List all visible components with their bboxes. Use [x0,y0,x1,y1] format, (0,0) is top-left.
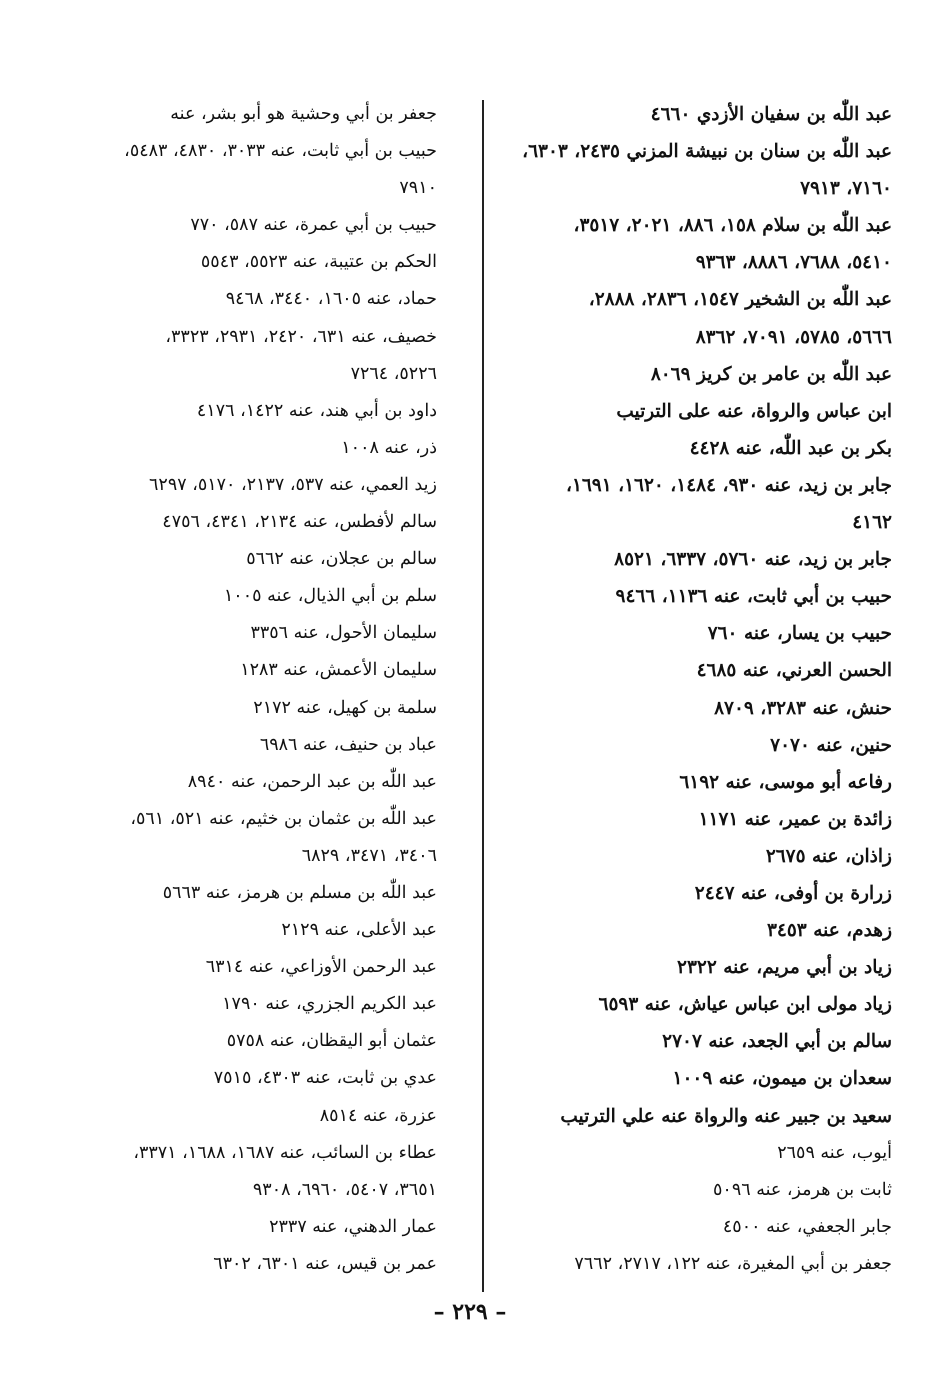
index-entry: ثابت بن هرمز، عنه ٥٠٩٦ [713,1179,892,1200]
index-entry: عبد اللّٰه بن عبد الرحمن، عنه ٨٩٤٠ [187,771,437,792]
index-entry: ٥٦٦٦، ٥٧٨٥، ٧٠٩١، ٨٣٦٢ [695,326,892,348]
index-entry: ابن عباس والرواة، عنه على الترتيب [616,400,892,422]
index-entry: خصيف، عنه ٦٣١، ٢٤٢٠، ٢٩٣١، ٣٣٢٣، [165,326,437,347]
index-entry: زهدم، عنه ٣٤٥٣ [767,920,892,942]
index-entry: ٧١٦٠، ٧٩١٣ [800,178,892,200]
index-entry: الحسن العرني، عنه ٤٦٨٥ [696,660,892,682]
index-entry: سالم لأفطس، عنه ٢١٣٤، ٤٣٤١، ٤٧٥٦ [162,512,437,533]
index-entry: عبد اللّٰه بن مسلم بن هرمز، عنه ٥٦٦٣ [162,882,437,903]
index-entry: عطاء بن السائب، عنه ١٦٨٧، ١٦٨٨، ٣٣٧١، [133,1142,437,1163]
index-entry: أيوب، عنه ٢٦٥٩ [777,1142,892,1163]
index-entry: بكر بن عبد اللّٰه، عنه ٤٤٢٨ [689,437,892,459]
index-entry: ٤١٦٢ [852,512,892,534]
index-entry: جعفر بن أبي وحشية هو أبو بشر، عنه [170,104,437,124]
index-entry: عدي بن ثابت، عنه ٤٣٠٣، ٧٥١٥ [213,1068,437,1089]
index-entry: زائدة بن عمير، عنه ١١٧١ [698,808,892,830]
index-entry: زيد العمي، عنه ٥٣٧، ٢١٣٧، ٥١٧٠، ٦٢٩٧ [149,474,437,495]
index-entry: سالم بن أبي الجعد، عنه ٢٧٠٧ [662,1031,892,1053]
index-entry: زياد بن أبي مريم، عنه ٢٣٢٢ [677,957,892,979]
index-entry: عبد اللّٰه بن عامر بن كريز ٨٠٦٩ [650,363,892,385]
index-entry: زياد مولى ابن عباس عياش، عنه ٦٥٩٣ [598,994,892,1016]
index-entry: حبيب بن أبي عمرة، عنه ٥٨٧، ٧٧٠ [190,215,437,236]
index-entry: ٥٢٢٦، ٧٢٦٤ [350,363,437,384]
index-entry: عبد اللّٰه بن سنان بن نبيشة المزني ٢٤٣٥، ٦٣٠٣، [522,141,892,163]
index-entry: عبد اللّٰه بن سفيان الأزدي ٤٦٦٠ [650,104,892,125]
index-entry: سلمة بن كهيل، عنه ٢١٧٢ [253,697,437,718]
index-entry: جابر بن زيد، عنه ٩٣٠، ١٤٨٤، ١٦٢٠، ١٦٩١، [565,474,892,496]
index-entry: سعيد بن جبير عنه والرواة عنه علي الترتيب [560,1105,892,1127]
index-entry: عبد الأعلى، عنه ٢١٢٩ [281,920,437,941]
index-entry: ٧٩١٠ [399,178,437,199]
index-entry: عمار الدهني، عنه ٢٣٣٧ [269,1216,437,1237]
index-entry: عثمان أبو اليقظان، عنه ٥٧٥٨ [226,1031,437,1052]
index-entry: زاذان، عنه ٢٦٧٥ [765,845,892,867]
left-column [7,96,437,1283]
index-entry: عمر بن قيس، عنه ٦٣٠١، ٦٣٠٢ [213,1253,437,1274]
index-entry: حنين، عنه ٧٠٧٠ [770,734,892,756]
index-entry: عباد بن حنيف، عنه ٦٩٨٦ [259,734,437,755]
index-entry: جعفر بن أبي المغيرة، عنه ١٢٢، ٢٧١٧، ٧٦٦٢ [574,1253,892,1274]
index-entry: حبيب بن يسار، عنه ٧٦٠ [707,623,892,645]
index-entry: عبد الرحمن الأوزاعي، عنه ٦٣١٤ [205,957,437,978]
index-entry: سليمان الأعمش، عنه ١٢٨٣ [240,660,437,681]
index-entry: ٣٤٠٦، ٣٤٧١، ٦٨٢٩ [301,845,437,866]
index-entry: جابر بن زيد، عنه ٥٧٦٠، ٦٣٣٧، ٨٥٢١ [614,549,892,571]
index-entry: عبد الكريم الجزري، عنه ١٧٩٠ [222,994,437,1015]
index-entry: حنش، عنه ٣٢٨٣، ٨٧٠٩ [714,697,892,719]
index-entry: سليمان الأحول، عنه ٣٣٥٦ [250,623,437,644]
index-entry: سالم بن عجلان، عنه ٥٦٦٢ [246,549,437,570]
index-entry: حبيب بن أبي ثابت، عنه ١١٣٦، ٩٤٦٦ [615,586,892,608]
index-entry: عبد اللّٰه بن عثمان بن خثيم، عنه ٥٢١، ٥٦١، [130,808,437,829]
index-entry: ٣٦٥١، ٥٤٠٧، ٦٩٦٠، ٩٣٠٨ [252,1179,437,1200]
index-entry: عبد اللّٰه بن سلام ١٥٨، ٨٨٦، ٢٠٢١، ٣٥١٧، [573,215,892,237]
index-entry: ٥٤١٠، ٧٦٨٨، ٨٨٨٦، ٩٣٦٣ [695,252,892,274]
index-entry: سلم بن أبي الذيال، عنه ١٠٠٥ [223,586,437,607]
index-entry: حماد، عنه ١٦٠٥، ٣٤٤٠، ٩٤٦٨ [225,289,437,310]
page-number: – ٢٢٩ – [433,1299,507,1325]
right-column [492,96,892,1283]
index-entry: عبد اللّٰه بن الشخير ١٥٤٧، ٢٨٣٦، ٢٨٨٨، [588,289,892,311]
index-entry: رفاعه أبو موسى، عنه ٦١٩٢ [679,771,892,793]
index-entry: سعدان بن ميمون، عنه ١٠٠٩ [672,1068,892,1090]
index-entry: حبيب بن أبي ثابت، عنه ٣٠٣٣، ٤٨٣٠، ٥٤٨٣، [124,141,437,162]
index-entry: الحكم بن عتيبة، عنه ٥٥٢٣، ٥٥٤٣ [200,252,437,273]
index-entry: عزرة، عنه ٨٥١٤ [319,1105,437,1126]
index-entry: زرارة بن أوفى، عنه ٢٤٤٧ [694,882,892,904]
index-entry: داود بن أبي هند، عنه ١٤٢٢، ٤١٧٦ [196,400,437,421]
index-entry: جابر الجعفي، عنه ٤٥٠٠ [722,1216,892,1237]
column-divider [482,100,484,1292]
index-entry: ذر، عنه ١٠٠٨ [341,437,437,458]
